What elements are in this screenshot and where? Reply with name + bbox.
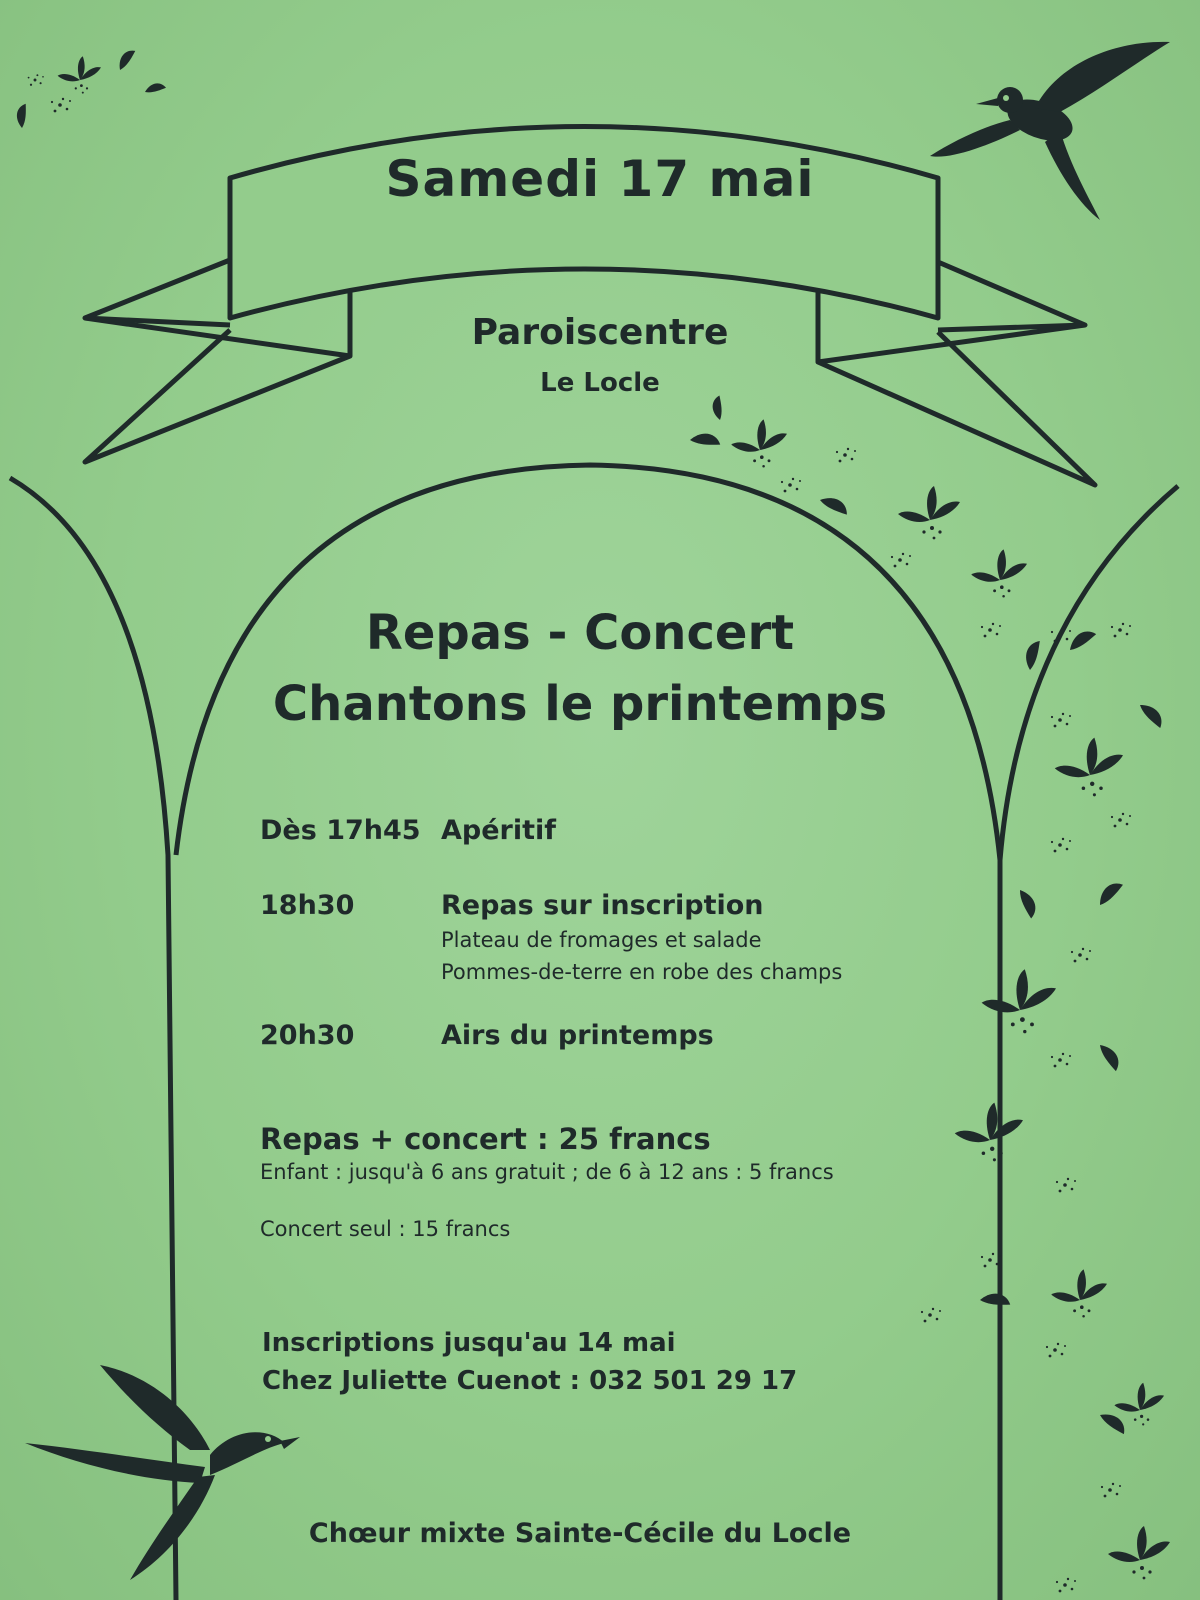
- event-date: Samedi 17 mai: [385, 150, 815, 208]
- event-title-line2: Chantons le printemps: [272, 676, 888, 732]
- price-children: Enfant : jusqu'à 6 ans gratuit ; de 6 à 12 ans : 5 francs: [260, 1160, 834, 1184]
- schedule-item-concert: Airs du printemps: [441, 1020, 714, 1051]
- schedule-item-meal: Repas sur inscription: [441, 890, 764, 921]
- schedule-time-meal: 18h30: [260, 890, 355, 921]
- organizer-name: Chœur mixte Sainte-Cécile du Locle: [308, 1518, 852, 1549]
- bird-top-right-icon: [930, 42, 1170, 220]
- price-meal-concert: Repas + concert : 25 francs: [260, 1122, 711, 1156]
- schedule-time-aperitif: Dès 17h45: [260, 815, 421, 846]
- schedule-item-aperitif: Apéritif: [441, 815, 557, 846]
- flower-sprig-top-left-icon: [13, 47, 166, 128]
- schedule-time-concert: 20h30: [260, 1020, 355, 1051]
- venue-town: Le Locle: [540, 368, 660, 398]
- meal-detail: Pommes-de-terre en robe des champs: [441, 960, 843, 984]
- registration-contact: Chez Juliette Cuenot : 032 501 29 17: [262, 1366, 798, 1396]
- meal-detail: Plateau de fromages et salade: [441, 928, 762, 952]
- event-title-line1: Repas - Concert: [365, 605, 795, 661]
- venue-name: Paroiscentre: [471, 312, 729, 353]
- price-concert-only: Concert seul : 15 francs: [260, 1217, 511, 1241]
- registration-deadline: Inscriptions jusqu'au 14 mai: [262, 1328, 676, 1358]
